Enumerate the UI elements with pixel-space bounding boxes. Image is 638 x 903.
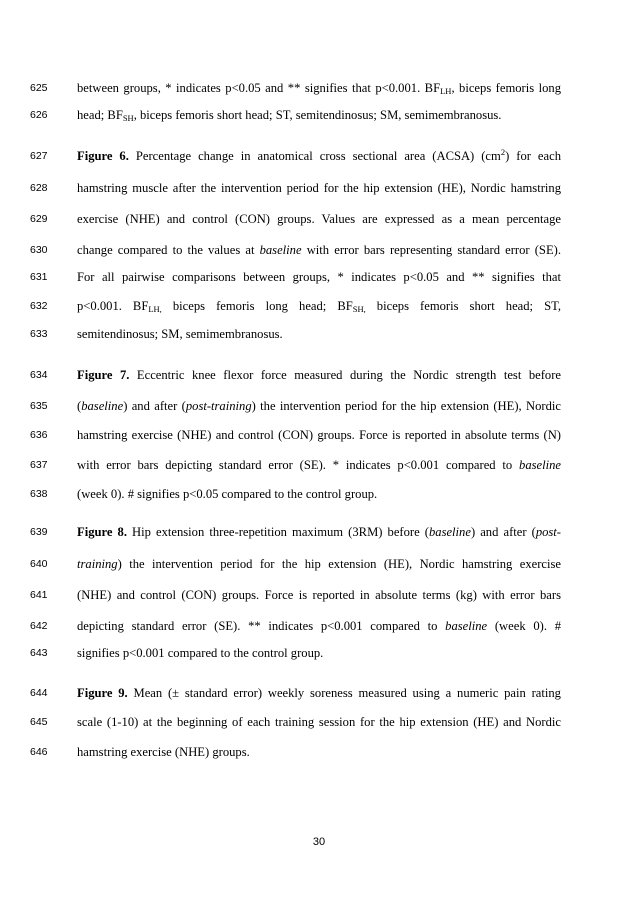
text-line: (week 0). # signifies p<0.05 compared to the control group. xyxy=(77,487,378,501)
text-line: Figure 7. Eccentric knee flexor force measured during the Nordic strength test before xyxy=(77,368,561,382)
line-number: 643 xyxy=(30,647,48,659)
line-number: 642 xyxy=(30,620,48,632)
text-line: (NHE) and control (CON) groups. Force is reported in absolute terms (kg) with error bars xyxy=(77,588,561,602)
line-number: 631 xyxy=(30,271,48,283)
line-number: 627 xyxy=(30,150,48,162)
line-number: 625 xyxy=(30,82,48,94)
text-line: semitendinosus; SM, semimembranosus. xyxy=(77,327,283,341)
text-line: training) the intervention period for the hip extension (HE), Nordic hamstring exercise xyxy=(77,557,561,571)
line-number: 637 xyxy=(30,459,48,471)
text-line: hamstring exercise (NHE) and control (CON) groups. Force is reported in absolute terms (N) xyxy=(77,428,561,442)
text-line: between groups, * indicates p<0.05 and ** signifies that p<0.001. $BF_{LH}$, biceps femoris long xyxy=(77,81,561,96)
text-line: head; $BF_{SH}$, biceps femoris short head; ST, semitendinosus; SM, semimembranosus. xyxy=(77,108,502,123)
text-line: with error bars depicting standard error (SE). * indicates p<0.001 compared to baseline xyxy=(77,458,561,472)
page-number: 30 xyxy=(312,836,326,848)
text-line: change compared to the values at baseline with error bars representing standard error (SE). xyxy=(77,243,561,257)
line-number: 628 xyxy=(30,182,48,194)
text-line: Figure 8. Hip extension three-repetition maximum (3RM) before (baseline) and after (post- xyxy=(77,525,561,539)
text-line: depicting standard error (SE). ** indicates p<0.001 compared to baseline (week 0). # xyxy=(77,619,561,633)
line-number: 641 xyxy=(30,589,48,601)
line-number: 630 xyxy=(30,244,48,256)
text-line: p<0.001. $BF_{LH,}$ biceps femoris long head; $BF_{SH,}$ biceps femoris short head; ST, xyxy=(77,299,562,314)
line-number: 632 xyxy=(30,300,48,312)
line-number: 645 xyxy=(30,716,48,728)
text-line: Figure 9. Mean (± standard error) weekly soreness measured using a numeric pain rating xyxy=(77,686,561,700)
line-number: 644 xyxy=(30,687,48,699)
line-number: 646 xyxy=(30,746,48,758)
text-line: (baseline) and after (post-training) the intervention period for the hip extension (HE), Nordic xyxy=(77,399,561,413)
line-number: 626 xyxy=(30,109,48,121)
line-number: 638 xyxy=(30,488,48,500)
text-line: hamstring exercise (NHE) groups. xyxy=(77,745,250,759)
line-number: 635 xyxy=(30,400,48,412)
text-line: exercise (NHE) and control (CON) groups. Values are expressed as a mean percentage xyxy=(77,212,561,226)
line-number: 640 xyxy=(30,558,48,570)
line-number: 639 xyxy=(30,526,48,538)
text-line: scale (1-10) at the beginning of each training session for the hip extension (HE) and Nordic xyxy=(77,715,561,729)
text-line: For all pairwise comparisons between groups, * indicates p<0.05 and ** signifies that xyxy=(77,270,561,284)
line-number: 634 xyxy=(30,369,48,381)
text-line: Figure 6. Percentage change in anatomical cross sectional area (ACSA) $(cm^2)$ for each xyxy=(77,147,561,163)
line-number: 636 xyxy=(30,429,48,441)
text-line: signifies p<0.001 compared to the control group. xyxy=(77,646,324,660)
text-line: hamstring muscle after the intervention period for the hip extension (HE), Nordic hamstring xyxy=(77,181,561,195)
line-number: 629 xyxy=(30,213,48,225)
line-number: 633 xyxy=(30,328,48,340)
